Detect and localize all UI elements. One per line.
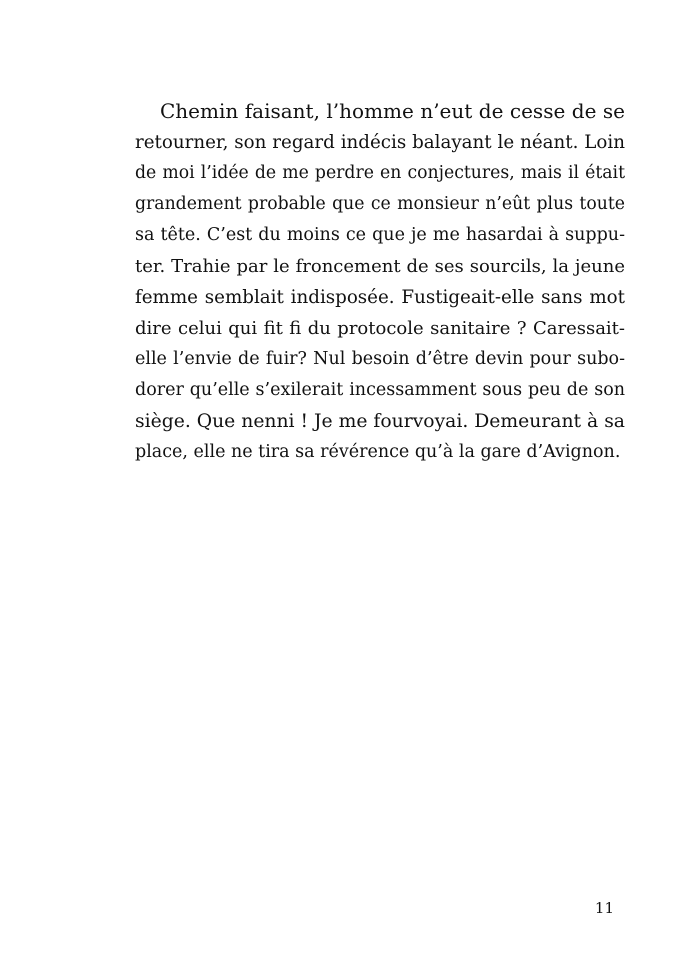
page-number: 11 [594, 899, 614, 917]
text-line: femme semblait indisposée. Fustigeait-elle sans mot [135, 287, 625, 308]
text-line: Chemin faisant, l’homme n’eut de cesse de se [160, 99, 625, 123]
text-line: ter. Trahie par le froncement de ses sourcils, la jeune [135, 256, 625, 277]
text-line: place, elle ne tira sa révérence qu’à la gare d’Avignon. [135, 442, 621, 462]
text-line: grandement probable que ce monsieur n’eût plus toute [135, 194, 625, 214]
text-line: sa tête. C’est du moins ce que je me hasardai à suppu- [135, 225, 625, 245]
text-line: elle l’envie de fuir? Nul besoin d’être devin pour subo- [135, 349, 625, 369]
text-line: retourner, son regard indécis balayant le néant. Loin [135, 132, 625, 153]
text-line: dire celui qui fit fi du protocole sanitaire ? Caressait- [135, 318, 625, 339]
text-line: siège. Que nenni ! Je me fourvoyai. Demeurant à sa [135, 411, 625, 432]
body-paragraph [135, 96, 625, 468]
text-line: de moi l’idée de me perdre en conjectures, mais il était [135, 163, 625, 183]
text-line: dorer qu’elle s’exilerait incessamment sous peu de son [135, 380, 625, 400]
